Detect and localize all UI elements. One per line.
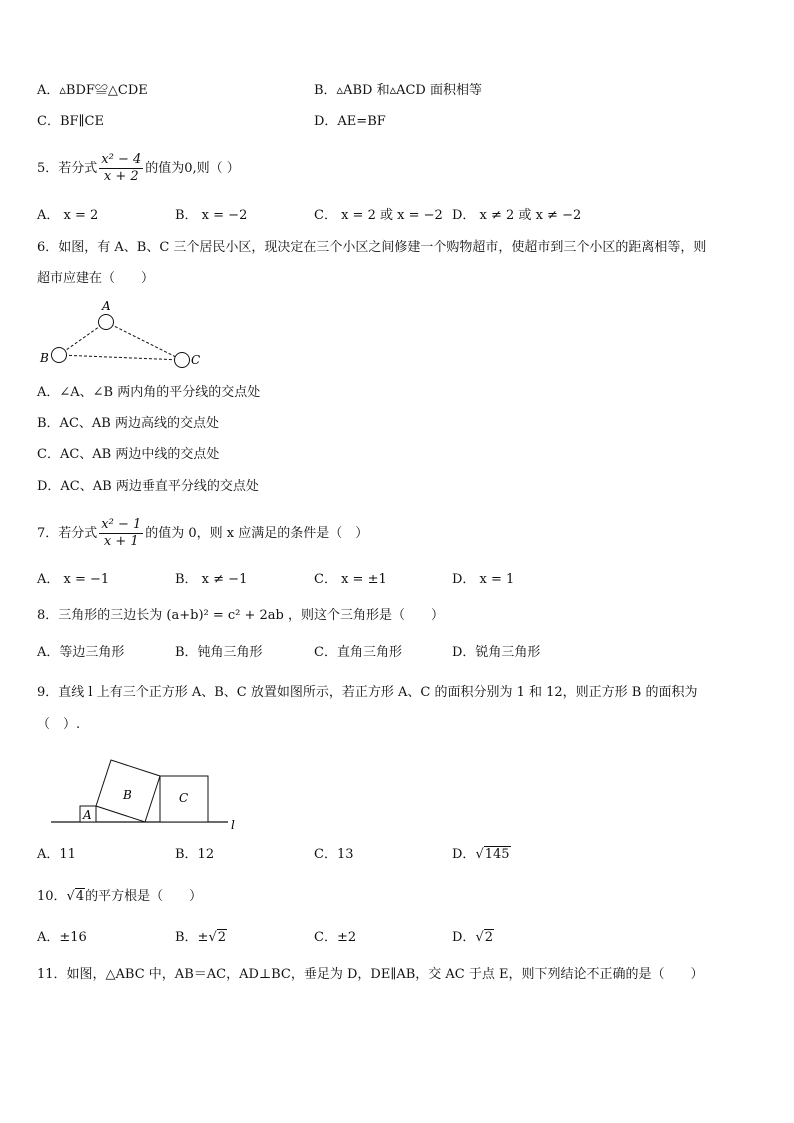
q10-option-a: A．±16 — [37, 930, 87, 945]
question-7-stem — [37, 517, 368, 550]
q10-option-d-label: D． — [452, 930, 476, 945]
q7-option-a: A． x = −1 — [37, 572, 110, 587]
q10-option-b: B．±√2 — [175, 930, 227, 945]
q6-house-c-icon — [175, 353, 190, 368]
q10-option-d-radicand: 2 — [484, 930, 494, 945]
q10-radicand: 4 — [75, 889, 85, 904]
q6-dashed-bc — [59, 355, 182, 360]
q5-option-c: C． x = 2 或 x = −2 — [314, 208, 443, 223]
q4-option-c: C．BF∥CE — [37, 114, 104, 129]
q6-label-c: C — [191, 353, 201, 367]
q6-option-d: D．AC、AB 两边垂直平分线的交点处 — [37, 479, 259, 494]
q10-option-b-radicand: 2 — [217, 930, 227, 945]
q9-label-b: B — [123, 788, 132, 802]
q10-number: 10． — [37, 889, 67, 904]
q4-option-b: B．▵ABD 和▵ACD 面积相等 — [314, 83, 482, 98]
q9-option-a: A．11 — [37, 847, 76, 862]
q10-option-c: C．±2 — [314, 930, 357, 945]
q10-option-d: D．√2 — [452, 930, 494, 945]
q10-suffix: 的平方根是（ ） — [85, 889, 203, 904]
q6-dashed-ab — [59, 322, 106, 355]
question-9-line2: （ ）. — [37, 717, 81, 732]
q5-suffix: 的值为0,则（ ） — [145, 161, 240, 176]
q6-triangle-figure — [36, 296, 206, 376]
question-5-stem — [37, 152, 240, 185]
q9-squares-figure — [48, 750, 258, 832]
q9-option-d: D．√145 — [452, 847, 510, 862]
q7-denominator: x + 1 — [103, 534, 139, 549]
q4-option-a: A．▵BDF≌△CDE — [37, 83, 148, 98]
question-6-line1: 6．如图，有 A、B、C 三个居民小区，现决定在三个小区之间修建一个购物超市，使超市到三个小区的距离相等，则 — [37, 240, 707, 255]
question-11-stem: 11．如图，△ABC 中，AB＝AC，AD⊥BC，垂足为 D，DE∥AB，交 AC 于点 E，则下列结论不正确的是（ ） — [37, 967, 704, 982]
q9-label-l: l — [231, 818, 235, 832]
q9-option-c: C．13 — [314, 847, 354, 862]
q8-option-b: B．钝角三角形 — [175, 645, 263, 660]
question-9-line1: 9．直线 l 上有三个正方形 A、B、C 放置如图所示，若正方形 A、C 的面积分别为 1 和 12，则正方形 B 的面积为 — [37, 685, 698, 700]
q7-prefix: 7．若分式 — [37, 526, 98, 541]
q9-label-a: A — [83, 808, 92, 822]
question-10-stem: 10．√4的平方根是（ ） — [37, 889, 203, 904]
q6-dashed-ac — [106, 322, 182, 360]
q9-label-c: C — [179, 791, 189, 805]
q6-option-a: A．∠A、∠B 两内角的平分线的交点处 — [37, 385, 261, 400]
q9-option-b: B．12 — [175, 847, 215, 862]
q7-suffix: 的值为 0，则 x 应满足的条件是（ ） — [145, 526, 369, 541]
q5-numerator: x² − 4 — [101, 152, 142, 167]
q5-prefix: 5．若分式 — [37, 161, 98, 176]
q6-house-b-icon — [52, 348, 67, 363]
q7-option-b: B． x ≠ −1 — [175, 572, 248, 587]
q9-option-d-label: D． — [452, 847, 476, 862]
q6-option-c: C．AC、AB 两边中线的交点处 — [37, 447, 220, 462]
q5-denominator: x + 2 — [103, 169, 139, 184]
q6-label-a: A — [102, 299, 111, 313]
q10-option-b-label: B．± — [175, 930, 209, 945]
q8-option-a: A．等边三角形 — [37, 645, 125, 660]
q5-option-d: D． x ≠ 2 或 x ≠ −2 — [452, 208, 582, 223]
q4-option-d: D．AE=BF — [314, 114, 386, 129]
q7-option-c: C． x = ±1 — [314, 572, 387, 587]
question-6-line2: 超市应建在（ ） — [37, 271, 155, 286]
q9-option-d-radicand: 145 — [484, 847, 510, 862]
q5-option-b: B． x = −2 — [175, 208, 248, 223]
question-8-stem: 8．三角形的三边长为 (a+b)² = c² + 2ab ，则这个三角形是（ ） — [37, 608, 445, 623]
q7-fraction — [99, 517, 143, 550]
q7-option-d: D． x = 1 — [452, 572, 515, 587]
q6-house-a-icon — [99, 315, 114, 330]
q6-label-b: B — [40, 351, 49, 365]
q5-option-a: A． x = 2 — [37, 208, 99, 223]
q6-option-b: B．AC、AB 两边高线的交点处 — [37, 416, 219, 431]
q7-numerator: x² − 1 — [101, 517, 142, 532]
q8-option-d: D．锐角三角形 — [452, 645, 541, 660]
q5-fraction — [99, 152, 143, 185]
q8-option-c: C．直角三角形 — [314, 645, 402, 660]
